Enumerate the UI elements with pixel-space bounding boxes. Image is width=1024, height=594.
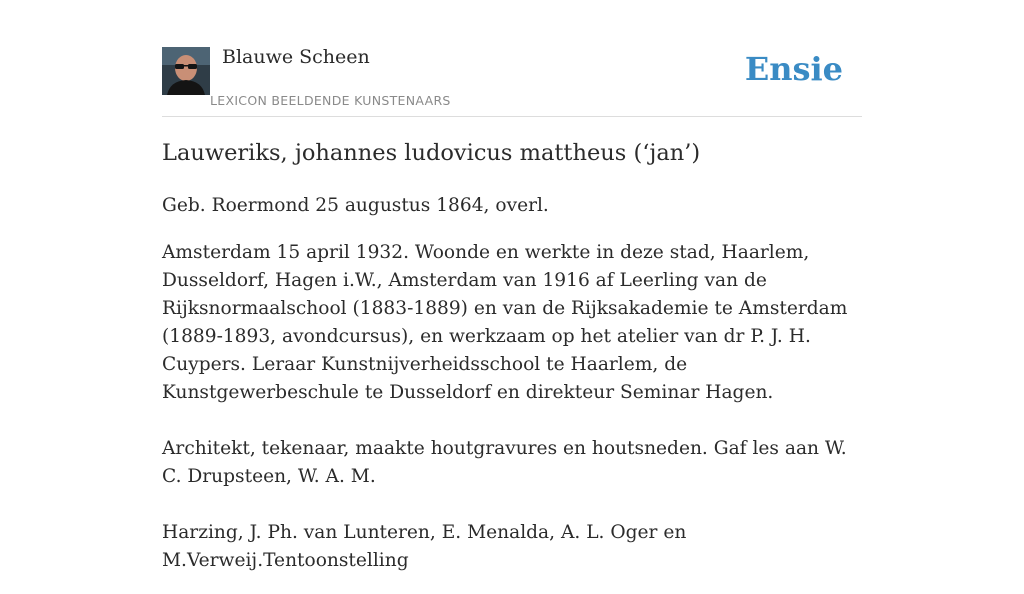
ensie-logo[interactable]: Ensie [744, 50, 843, 88]
article-paragraph: Harzing, J. Ph. van Lunteren, E. Menalda, A. L. Oger en M.Verweij.Tentoonstelling [162, 522, 687, 571]
article-body [162, 192, 862, 594]
article-header [162, 0, 862, 117]
article-paragraph: Amsterdam 15 april 1932. Woonde en werkte in deze stad, Haarlem, Dusseldorf, Hagen i.W., Amsterdam van 1916 af Leerling van de Rijksnormaalschool (1883-1889) en van de Rijksakademie te Amsterdam (1889-1893, avondcursus), en werkzaam op het atelier van dr P. J. H. Cuypers. Leraar Kunstnijverheidsschool te Haarlem, de Kunstgewerbeschule te Dusseldorf en direkteur Seminar Hagen. [162, 242, 848, 403]
article-paragraph: Geb. Roermond 25 augustus 1864, overl. [162, 195, 549, 216]
article-title: Lauweriks, johannes ludovicus mattheus (‘jan’) [162, 140, 701, 166]
author-name[interactable]: Blauwe Scheen [222, 46, 370, 68]
article-paragraph: Architekt, tekenaar, maakte houtgravures en houtsneden. Gaf les aan W. C. Drupsteen, W. A. M. [162, 438, 847, 487]
author-avatar[interactable] [162, 47, 210, 95]
publication-name[interactable]: LEXICON BEELDENDE KUNSTENAARS [210, 93, 451, 108]
